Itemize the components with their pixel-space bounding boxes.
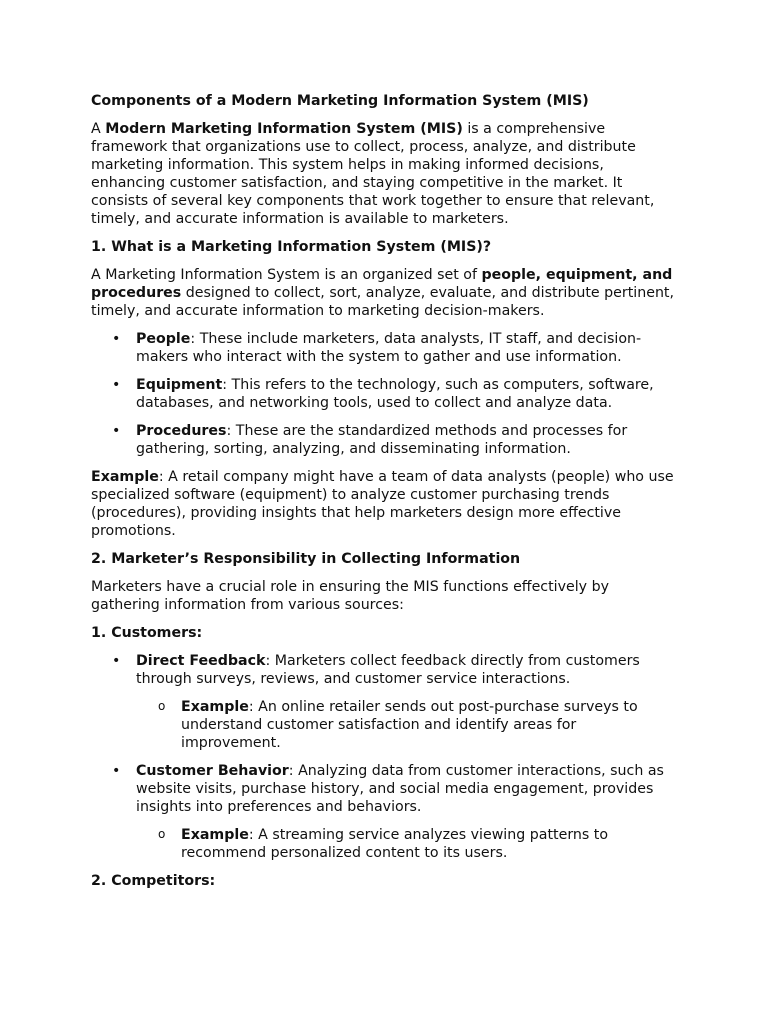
intro-paragraph [91,120,678,228]
example-label: Example [91,469,159,485]
section-1-para-rest: designed to collect, sort, analyze, evaluate, and distribute pertinent, timely, and accurate information to marketing decision-makers. [91,285,675,319]
bullet-term: Procedures [136,423,227,439]
section-2-paragraph: Marketers have a crucial role in ensuring the MIS functions effectively by gathering information from various sources: [91,579,609,613]
section-1-para-prefix: A Marketing Information System is an organized set of [91,267,482,283]
customers-list [91,652,678,862]
bullet-term: Direct Feedback [136,653,266,669]
section-2-heading: 2. Marketer’s Responsibility in Collecting Information [91,551,521,567]
bullet-term: People [136,331,191,347]
sublist-item-example [136,698,678,752]
list-item-people [91,330,678,366]
list-item-equipment [91,376,678,412]
sublist-item-example [136,826,678,862]
bullet-text: : These include marketers, data analysts, IT staff, and decision-makers who interact with the system to gather and use information. [136,331,642,365]
customer-behavior-sublist [136,826,678,862]
example-text: : A streaming service analyzes viewing patterns to recommend personalized content to its users. [181,827,609,861]
intro-rest: is a comprehensive framework that organizations use to collect, process, analyze, and distribute marketing information. This system helps in making informed decisions, enhancing customer satisfaction, and staying competitive in the market. It consists of several key components that work together to ensure that relevant, timely, and accurate information is available to marketers. [91,121,655,227]
bullet-text: : This refers to the technology, such as computers, software, databases, and networking tools, used to collect and analyze data. [136,377,654,411]
direct-feedback-sublist [136,698,678,752]
intro-prefix: A [91,121,106,137]
bullet-text: : These are the standardized methods and processes for gathering, sorting, analyzing, and disseminating information. [136,423,628,457]
bullet-term: Customer Behavior [136,763,289,779]
section-1-para-bold: people, equipment, and procedures [91,267,673,301]
mis-components-list [91,330,678,458]
example-text: : A retail company might have a team of data analysts (people) who use specialized software (equipment) to analyze customer purchasing trends (procedures), providing insights that help marketers design more effective promotions. [91,469,674,539]
section-1-heading: 1. What is a Marketing Information System (MIS)? [91,239,492,255]
list-item-customer-behavior [91,762,678,862]
section-1-example [91,468,678,540]
customers-heading: 1. Customers: [91,625,203,641]
example-label: Example [181,699,249,715]
document-title: Components of a Modern Marketing Information System (MIS) [91,93,589,109]
section-1-paragraph [91,266,678,320]
bullet-term: Equipment [136,377,223,393]
example-label: Example [181,827,249,843]
list-item-direct-feedback [91,652,678,752]
intro-bold: Modern Marketing Information System (MIS) [105,121,463,137]
example-text: : An online retailer sends out post-purchase surveys to understand customer satisfaction and identify areas for improvement. [181,699,638,751]
competitors-heading: 2. Competitors: [91,873,216,889]
bullet-text: : Analyzing data from customer interactions, such as website visits, purchase history, and social media engagement, provides insights into preferences and behaviors. [136,763,664,815]
bullet-text: : Marketers collect feedback directly from customers through surveys, reviews, and customer service interactions. [136,653,640,687]
list-item-procedures [91,422,678,458]
